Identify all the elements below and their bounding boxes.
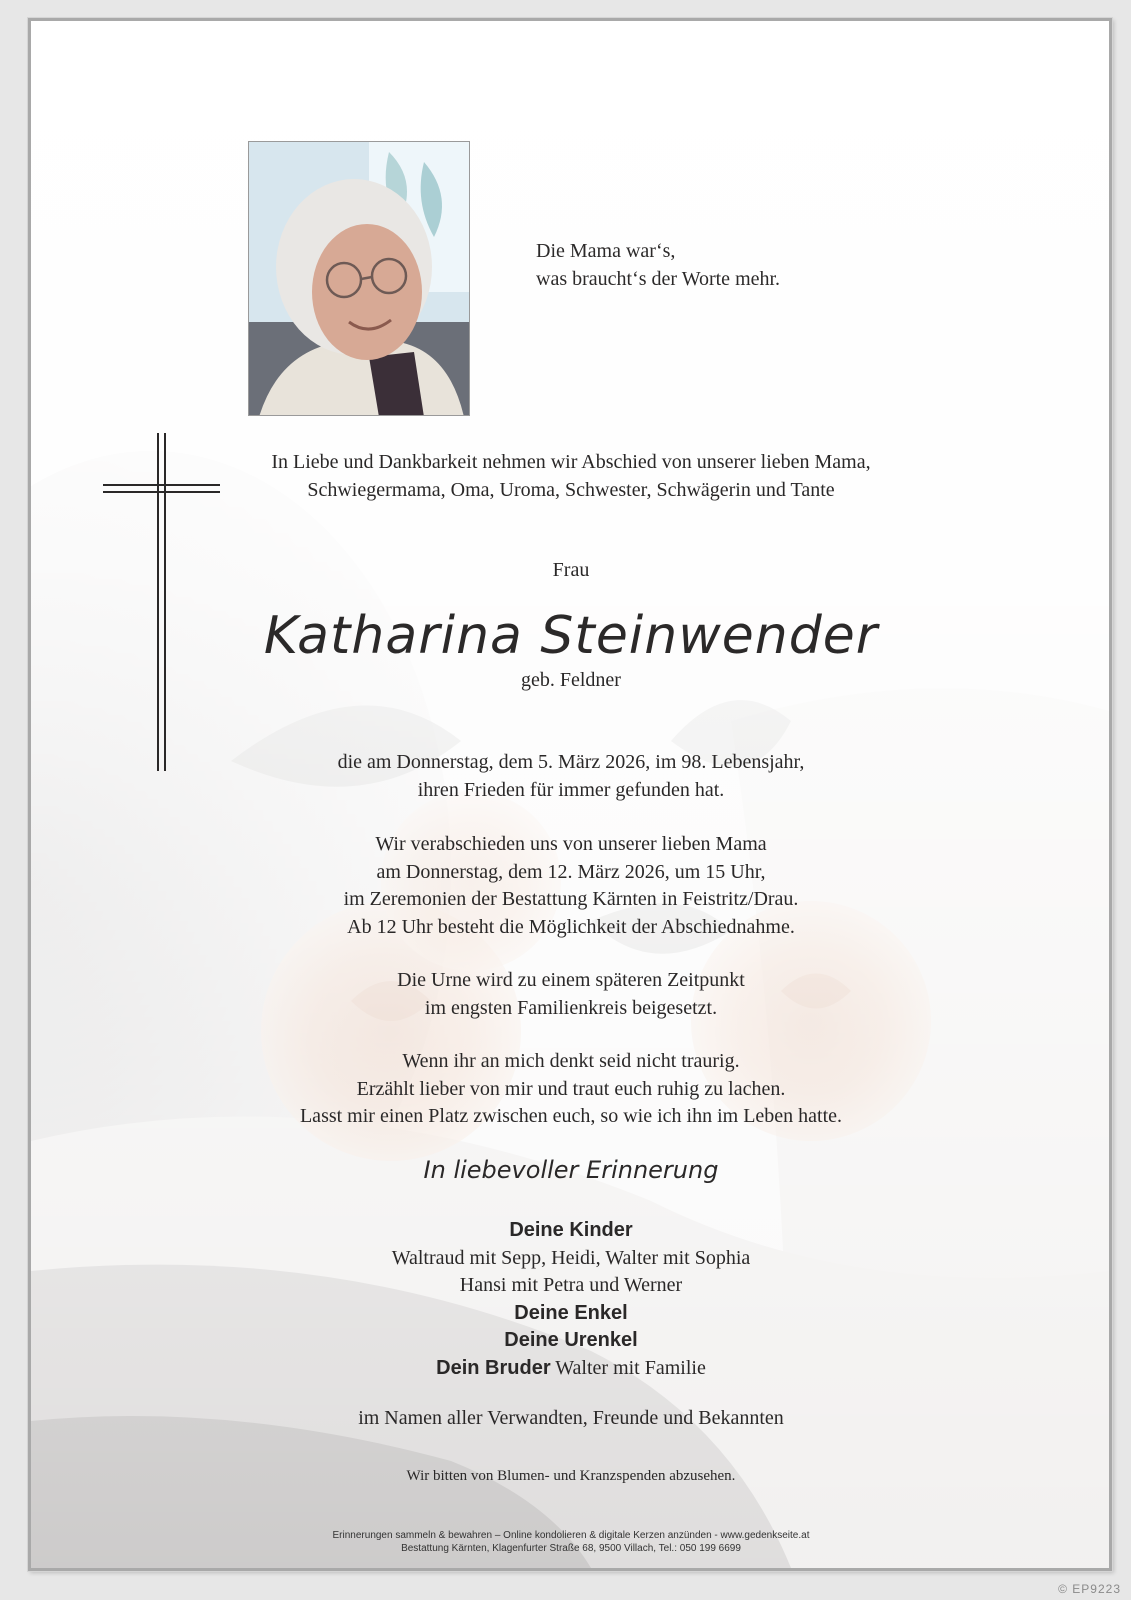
poem-line-2: Erzählt lieber von mir und traut euch ruhig zu lachen. xyxy=(356,1077,786,1100)
closing-line: im Namen aller Verwandten, Freunde und Bekannten xyxy=(358,1407,784,1429)
brother-label: Dein Bruder xyxy=(436,1356,551,1379)
urn-line-1: Die Urne wird zu einem späteren Zeitpunkt xyxy=(397,969,745,991)
motto-line-2: was braucht‘s der Worte mehr. xyxy=(536,268,781,290)
farewell-line-2: am Donnerstag, dem 12. März 2026, um 15 Uhr, xyxy=(376,860,766,883)
template-code: © EP9223 xyxy=(1058,1582,1121,1596)
farewell-line-3: im Zeremonien der Bestattung Kärnten in Feistritz/Drau. xyxy=(343,888,799,910)
farewell-line-4: Ab 12 Uhr besteht die Möglichkeit der Abschiednahme. xyxy=(347,915,795,938)
death-notice-line-1: die am Donnerstag, dem 5. März 2026, im 98. Lebensjahr, xyxy=(337,751,805,773)
intro-line-2: Schwiegermama, Oma, Uroma, Schwester, Schwägerin und Tante xyxy=(307,478,835,501)
farewell-line-1: Wir verabschieden uns von unserer lieben Mama xyxy=(375,833,767,855)
brother-text: Walter mit Familie xyxy=(555,1356,706,1379)
farewell-details xyxy=(151,831,991,941)
great-grandchildren-label: Deine Urenkel xyxy=(504,1329,638,1351)
urn-notice xyxy=(151,967,991,1022)
deceased-name: Katharina Steinwender xyxy=(263,606,879,666)
death-notice-line-2: ihren Frieden für immer gefunden hat. xyxy=(417,778,725,801)
footer-line-2: Bestattung Kärnten, Klagenfurter Straße 68, 9500 Villach, Tel.: 050 199 6699 xyxy=(401,1543,741,1554)
portrait-photo xyxy=(248,141,470,416)
birth-name: geb. Feldner xyxy=(521,669,621,691)
children-line-2: Hansi mit Petra und Werner xyxy=(459,1274,683,1296)
children-label: Deine Kinder xyxy=(509,1219,633,1241)
footer xyxy=(151,1529,991,1555)
salutation: Frau xyxy=(552,559,590,581)
intro-text xyxy=(151,449,991,504)
urn-line-2: im engsten Familienkreis beigesetzt. xyxy=(424,996,718,1019)
poem-line-3: Lasst mir einen Platz zwischen euch, so wie ich ihn im Leben hatte. xyxy=(299,1105,843,1127)
motto xyxy=(536,237,780,293)
mourners-list xyxy=(151,1217,991,1382)
poem-line-1: Wenn ihr an mich denkt seid nicht traurig. xyxy=(402,1050,740,1072)
footer-line-1: Erinnerungen sammeln & bewahren – Online kondolieren & digitale Kerzen anzünden - www.gedenkseite.at xyxy=(332,1530,810,1541)
motto-line-1: Die Mama war‘s, xyxy=(536,240,676,262)
brother-line xyxy=(151,1355,991,1383)
death-notice xyxy=(151,749,991,804)
children-line-1: Waltraud mit Sepp, Heidi, Walter mit Sophia xyxy=(391,1246,751,1269)
poem xyxy=(151,1048,991,1131)
intro-line-1: In Liebe und Dankbarkeit nehmen wir Abschied von unserer lieben Mama, xyxy=(271,451,871,473)
memory-heading: In liebevoller Erinnerung xyxy=(423,1156,719,1184)
grandchildren-label: Deine Enkel xyxy=(514,1301,628,1324)
flowers-note: Wir bitten von Blumen- und Kranzspenden abzusehen. xyxy=(406,1468,736,1484)
obituary-page xyxy=(28,18,1112,1571)
